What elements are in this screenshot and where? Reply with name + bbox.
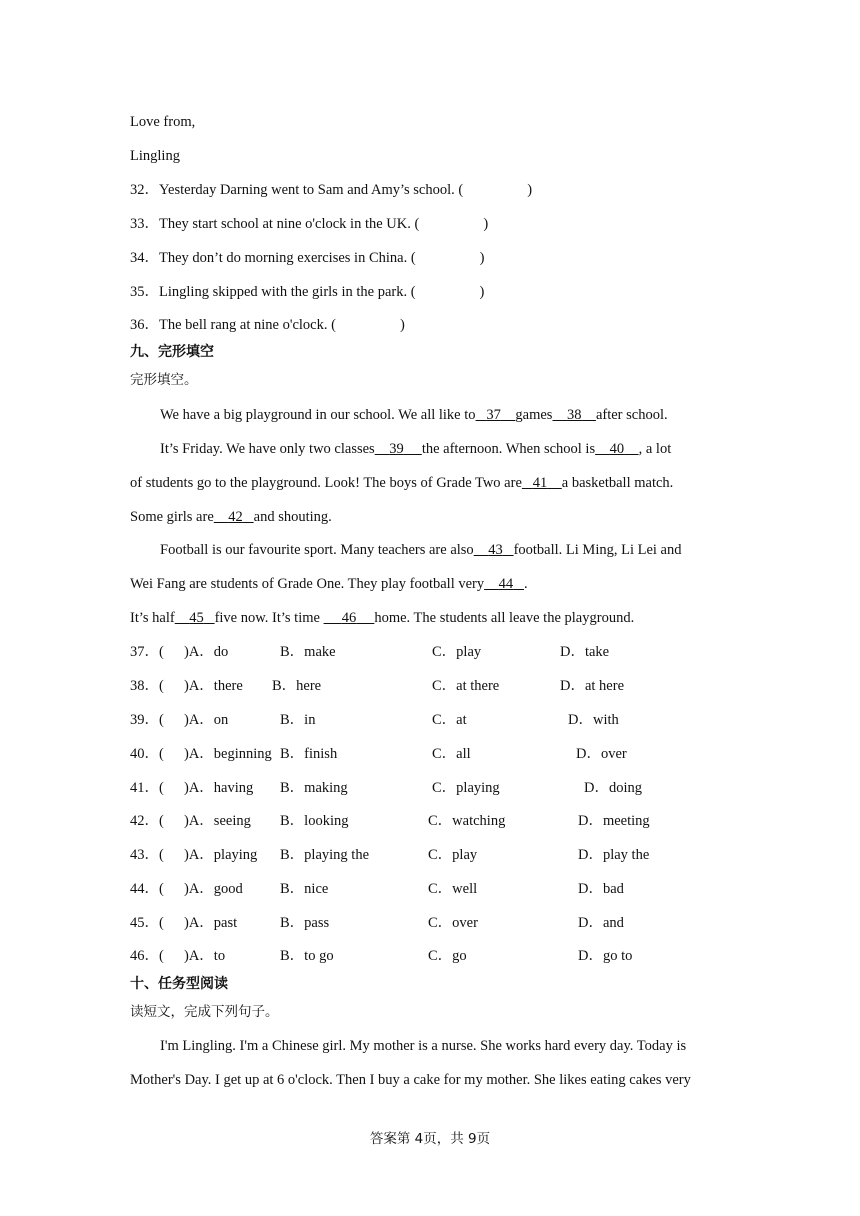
option-c: C．playing xyxy=(432,780,500,796)
tf-question-32 xyxy=(130,180,532,200)
blank-37 xyxy=(476,407,516,423)
paren-close: ) xyxy=(527,182,533,198)
text: We have a big playground in our school. We all like to xyxy=(160,407,476,423)
section-instruction: 完形填空。 xyxy=(130,372,198,388)
option-d: D．with xyxy=(568,712,619,728)
question-number: 35． xyxy=(130,284,159,300)
tf-question-34 xyxy=(130,248,485,268)
mc-question-43 xyxy=(130,845,750,865)
option-b: B．to go xyxy=(280,948,334,964)
option-a: )A．past xyxy=(184,915,238,931)
blank-number: 42 xyxy=(228,509,243,525)
reading-passage-line: I'm Lingling. I'm a Chinese girl. My mother is a nurse. She works hard every day. Today is xyxy=(160,1038,687,1054)
text: games xyxy=(515,407,553,423)
text: home. The students all leave the playground. xyxy=(374,610,635,626)
option-b: B．pass xyxy=(280,915,330,931)
option-c: C．over xyxy=(428,915,478,931)
text: of students go to the playground. Look! The boys of Grade Two are xyxy=(130,475,522,491)
cloze-paragraph-line xyxy=(130,608,634,628)
option-d: D．go to xyxy=(578,948,633,964)
blank-number: 44 xyxy=(498,576,514,592)
blank-number: 46 xyxy=(341,610,357,626)
text: the afternoon. When school is xyxy=(421,441,596,457)
option-a: )A．to xyxy=(184,948,226,964)
option-a: )A．seeing xyxy=(184,813,251,829)
option-d: D．and xyxy=(578,915,624,931)
tf-question-36 xyxy=(130,315,405,335)
question-number: 39．( xyxy=(130,712,164,728)
option-b: B．here xyxy=(272,678,322,694)
cloze-paragraph-line xyxy=(160,405,668,425)
letter-signature: Lingling xyxy=(130,148,180,164)
option-d: D．bad xyxy=(578,881,624,897)
blank-40 xyxy=(595,441,639,457)
mc-question-39 xyxy=(130,710,750,730)
option-c: C．at xyxy=(432,712,467,728)
blank-41 xyxy=(522,475,562,491)
question-number: 37．( xyxy=(130,644,164,660)
reading-passage-line: Mother's Day. I get up at 6 o'clock. Then I buy a cake for my mother. She likes eating cakes very xyxy=(130,1072,691,1088)
blank-number: 38 xyxy=(566,407,582,423)
question-text: Lingling skipped with the girls in the park. ( xyxy=(159,284,416,300)
option-b: B．in xyxy=(280,712,316,728)
option-d: D．doing xyxy=(584,780,642,796)
option-d: D．play the xyxy=(578,847,650,863)
question-number: 36． xyxy=(130,317,159,333)
section-instruction: 读短文，完成下列句子。 xyxy=(130,1004,279,1020)
letter-closing: Love from, xyxy=(130,114,196,130)
text: Some girls are xyxy=(130,509,214,525)
option-c: C．all xyxy=(432,746,471,762)
question-number: 34． xyxy=(130,250,159,266)
text: It’s Friday. We have only two classes xyxy=(160,441,375,457)
option-a: )A．do xyxy=(184,644,229,660)
option-d: D．take xyxy=(560,644,610,660)
text: football. Li Ming, Li Lei and xyxy=(513,542,682,558)
question-number: 46．( xyxy=(130,948,164,964)
cloze-paragraph-line xyxy=(130,507,332,527)
option-c: C．well xyxy=(428,881,478,897)
option-a: )A．having xyxy=(184,780,254,796)
text: after school. xyxy=(595,407,668,423)
tf-question-35 xyxy=(130,282,484,302)
blank-number: 43 xyxy=(488,542,503,558)
option-b: B．making xyxy=(280,780,348,796)
question-number: 38．( xyxy=(130,678,164,694)
text: and shouting. xyxy=(253,509,332,525)
option-b: B．make xyxy=(280,644,336,660)
question-number: 40．( xyxy=(130,746,164,762)
option-b: B．nice xyxy=(280,881,329,897)
option-c: C．play xyxy=(428,847,478,863)
mc-question-38 xyxy=(130,676,750,696)
question-text: They start school at nine o'clock in the UK. ( xyxy=(159,216,420,232)
mc-question-40 xyxy=(130,744,750,764)
paren-close: ) xyxy=(479,284,485,300)
blank-46 xyxy=(324,610,375,626)
text: It’s half xyxy=(130,610,175,626)
text: , a lot xyxy=(638,441,672,457)
question-number: 41．( xyxy=(130,780,164,796)
paren-close: ) xyxy=(399,317,405,333)
page-footer: 答案第 4页，共 9页 xyxy=(369,1131,491,1147)
question-number: 44．( xyxy=(130,881,164,897)
question-number: 33． xyxy=(130,216,159,232)
option-d: D．over xyxy=(576,746,627,762)
option-c: C．watching xyxy=(428,813,506,829)
option-c: C．go xyxy=(428,948,467,964)
option-c: C．at there xyxy=(432,678,500,694)
blank-number: 41 xyxy=(532,475,548,491)
cloze-paragraph-line xyxy=(160,540,682,560)
mc-question-44 xyxy=(130,879,750,899)
text: . xyxy=(524,576,528,592)
option-a: )A．good xyxy=(184,881,243,897)
cloze-paragraph-line xyxy=(130,574,528,594)
mc-question-46 xyxy=(130,946,750,966)
blank-39 xyxy=(375,441,422,457)
text: Football is our favourite sport. Many teachers are also xyxy=(160,542,474,558)
mc-question-45 xyxy=(130,913,750,933)
blank-number: 37 xyxy=(486,407,501,423)
mc-question-37 xyxy=(130,642,750,662)
option-a: )A．on xyxy=(184,712,229,728)
section-heading-task-reading: 十、任务型阅读 xyxy=(130,976,228,992)
question-number: 32． xyxy=(130,182,159,198)
blank-45 xyxy=(175,610,215,626)
mc-question-41 xyxy=(130,778,750,798)
blank-44 xyxy=(484,576,524,592)
option-b: B．looking xyxy=(280,813,349,829)
question-number: 45．( xyxy=(130,915,164,931)
question-text: Yesterday Darning went to Sam and Amy’s school. ( xyxy=(159,182,464,198)
blank-number: 40 xyxy=(609,441,625,457)
question-text: The bell rang at nine o'clock. ( xyxy=(159,317,336,333)
question-number: 43．( xyxy=(130,847,164,863)
option-b: B．finish xyxy=(280,746,338,762)
blank-number: 45 xyxy=(189,610,204,626)
blank-42 xyxy=(214,509,254,525)
tf-question-33 xyxy=(130,214,488,234)
option-a: )A．playing xyxy=(184,847,258,863)
cloze-paragraph-line xyxy=(160,439,671,459)
text: a basketball match. xyxy=(561,475,674,491)
text: five now. It’s time xyxy=(214,610,320,626)
option-d: D．at here xyxy=(560,678,625,694)
option-a: )A．there xyxy=(184,678,243,694)
cloze-paragraph-line xyxy=(130,473,673,493)
blank-number: 39 xyxy=(389,441,404,457)
paren-close: ) xyxy=(483,216,489,232)
blank-43 xyxy=(474,542,514,558)
section-heading-cloze: 九、完形填空 xyxy=(130,344,214,360)
question-number: 42．( xyxy=(130,813,164,829)
paren-close: ) xyxy=(479,250,485,266)
option-c: C．play xyxy=(432,644,482,660)
option-b: B．playing the xyxy=(280,847,370,863)
blank-38 xyxy=(552,407,596,423)
option-a: )A．beginning xyxy=(184,746,272,762)
mc-question-42 xyxy=(130,811,750,831)
option-d: D．meeting xyxy=(578,813,650,829)
question-text: They don’t do morning exercises in China. ( xyxy=(159,250,416,266)
text: Wei Fang are students of Grade One. They play football very xyxy=(130,576,485,592)
